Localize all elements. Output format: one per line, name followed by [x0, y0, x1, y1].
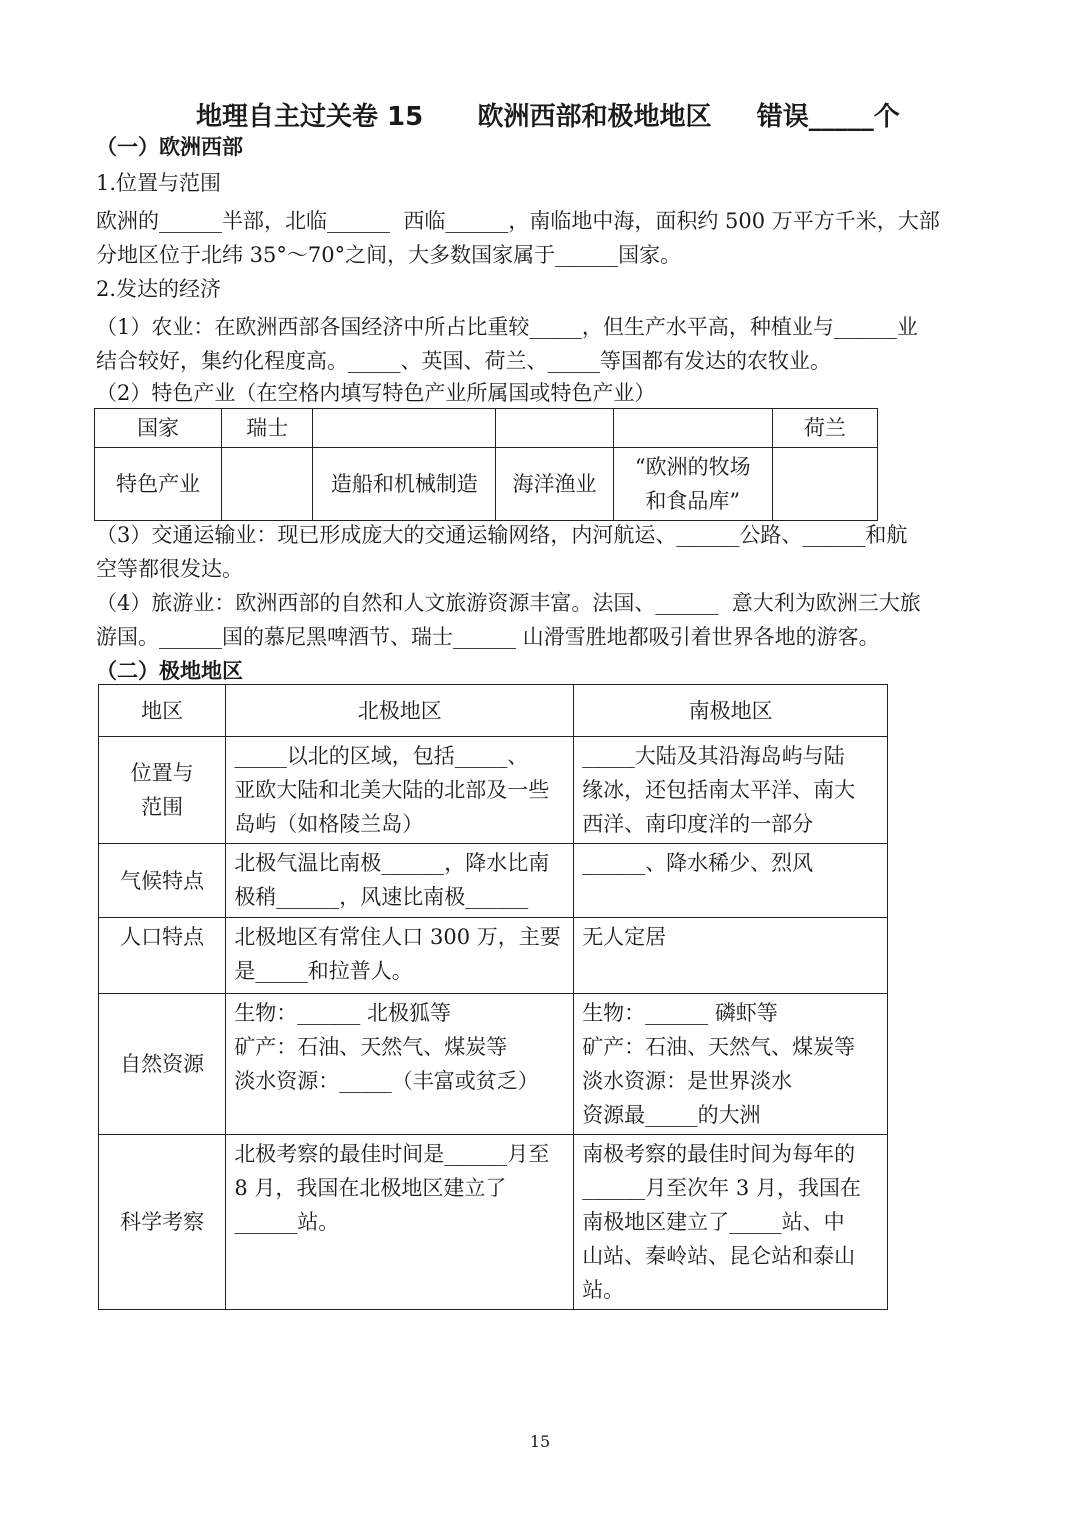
polar-label-population: 人口特点: [99, 918, 226, 994]
tourism-text-line-2: 游国。______国的慕尼黑啤酒节、瑞士______ 山滑雪胜地都吸引着世界各地的游客。: [96, 625, 880, 649]
subheading-location: 1.位置与范围: [96, 171, 222, 195]
industry-cell-blank: [313, 409, 496, 448]
tourism-text-line-1: （4）旅游业：欧洲西部的自然和人文旅游资源丰富。法国、______ 意大利为欧洲三大旅: [96, 591, 921, 615]
polar-label-resources: 自然资源: [99, 994, 226, 1135]
location-text-line-2: 分地区位于北纬 35°～70°之间，大多数国家属于______国家。: [96, 243, 682, 267]
polar-cell-antarctic-climate: ______、降水稀少、烈风: [574, 844, 888, 918]
transport-text-line-1: （3）交通运输业：现已形成庞大的交通运输网络，内河航运、______公路、______和航: [96, 523, 908, 547]
industry-cell-blank: [772, 448, 877, 521]
industry-table: [94, 408, 878, 521]
industry-cell-blank: [222, 448, 313, 521]
industry-cell-feature-label: 特色产业: [95, 448, 222, 521]
agriculture-text-line-2: 结合较好，集约化程度高。_____、英国、荷兰、_____等国都有发达的农牧业。: [96, 349, 831, 373]
subheading-economy: 2.发达的经济: [96, 277, 222, 301]
polar-header-region: 地区: [99, 685, 226, 737]
page-title: 地理自主过关卷 15 欧洲西部和极地地区 错误_____个: [196, 102, 900, 132]
industry-cell-shipbuilding: 造船和机械制造: [313, 448, 496, 521]
section-heading-polar: （二）极地地区: [96, 659, 243, 683]
agriculture-text-line-1: （1）农业：在欧洲西部各国经济中所占比重较_____，但生产水平高，种植业与______业: [96, 315, 918, 339]
polar-header-antarctic: 南极地区: [574, 685, 888, 737]
polar-cell-antarctic-location: _____大陆及其沿海岛屿与陆 缘冰，还包括南太平洋、南大 西洋、南印度洋的一部分: [574, 737, 888, 844]
polar-header-arctic: 北极地区: [226, 685, 574, 737]
industry-cell-switzerland: 瑞士: [222, 409, 313, 448]
industry-cell-netherlands: 荷兰: [772, 409, 877, 448]
industry-cell-blank: [496, 409, 613, 448]
polar-cell-antarctic-population: 无人定居: [574, 918, 888, 994]
location-text-line-1: 欧洲的______半部，北临______ 西临______，南临地中海，面积约 500 万平方千米，大部: [96, 209, 940, 233]
industry-cell-fishery: 海洋渔业: [496, 448, 613, 521]
polar-label-location: 位置与 范围: [99, 737, 226, 844]
industry-cell-blank: [613, 409, 772, 448]
transport-text-line-2: 空等都很发达。: [96, 557, 243, 581]
polar-cell-arctic-population: 北极地区有常住人口 300 万，主要 是_____和拉普人。: [226, 918, 574, 994]
polar-cell-antarctic-resources: 生物：______ 磷虾等 矿产：石油、天然气、煤炭等 淡水资源：是世界淡水 资源最_____的大洲: [574, 994, 888, 1135]
polar-cell-arctic-resources: 生物：______ 北极狐等 矿产：石油、天然气、煤炭等 淡水资源：_____（丰富或贫乏）: [226, 994, 574, 1135]
industry-cell-country-label: 国家: [95, 409, 222, 448]
industry-cell-pasture: “欧洲的牧场 和食品库”: [613, 448, 772, 521]
page-number: 15: [529, 1432, 551, 1451]
polar-cell-arctic-research: 北极考察的最佳时间是______月至 8 月，我国在北极地区建立了 ______站。: [226, 1135, 574, 1310]
polar-cell-arctic-climate: 北极气温比南极______，降水比南 极稍______，风速比南极______: [226, 844, 574, 918]
section-heading-western-europe: （一）欧洲西部: [96, 135, 243, 159]
polar-label-climate: 气候特点: [99, 844, 226, 918]
polar-cell-antarctic-research: 南极考察的最佳时间为每年的 ______月至次年 3 月，我国在 南极地区建立了_____站、中 山站、秦岭站、昆仑站和泰山站。: [574, 1135, 888, 1310]
polar-label-research: 科学考察: [99, 1135, 226, 1310]
polar-cell-arctic-location: _____以北的区域，包括_____、 亚欧大陆和北美大陆的北部及一些 岛屿（如格陵兰岛）: [226, 737, 574, 844]
polar-table: [98, 684, 888, 1310]
industry-heading: （2）特色产业（在空格内填写特色产业所属国或特色产业）: [96, 381, 656, 405]
